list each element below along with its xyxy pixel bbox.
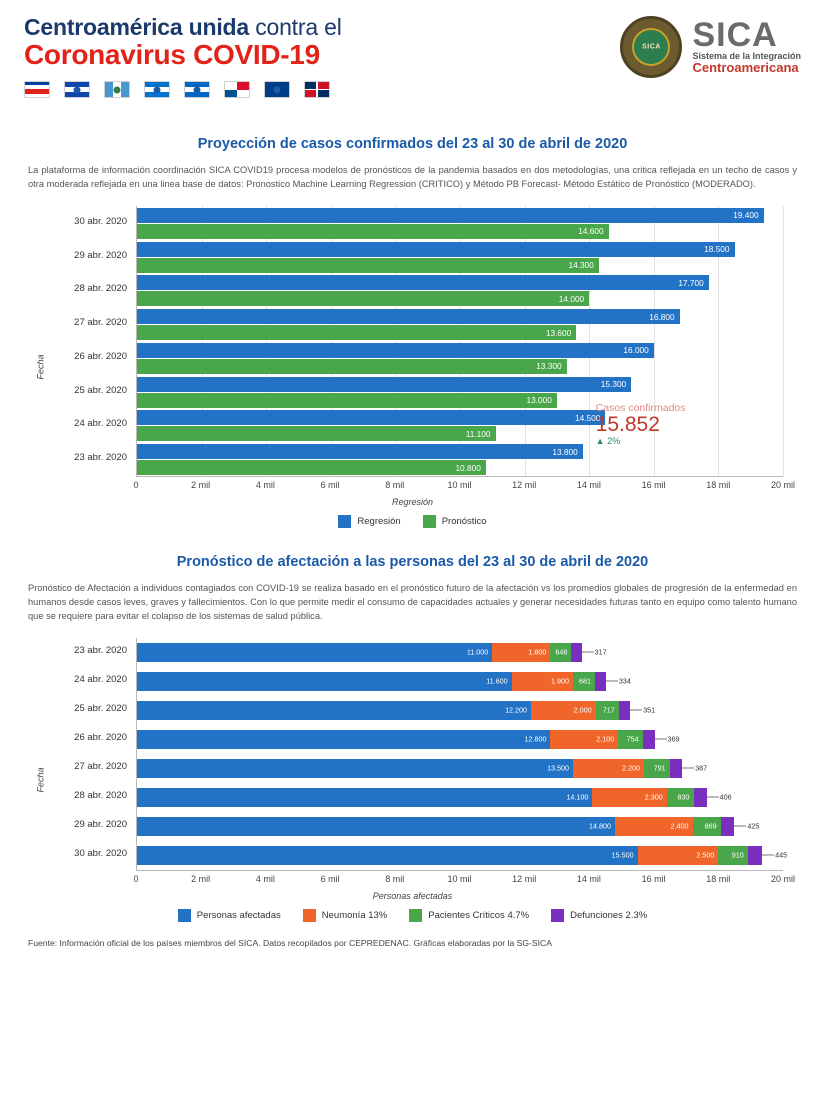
chart2-segment-value: 11.600 xyxy=(486,676,508,686)
legend-swatch xyxy=(338,515,351,528)
chart2-x-axis xyxy=(133,870,796,889)
chart2-leader-line xyxy=(762,855,774,856)
legend-label: Defunciones 2.3% xyxy=(570,909,648,921)
chart2-stack-segment xyxy=(596,701,619,720)
section1-title: Proyección de casos confirmados del 23 al 30 de abril de 2020 xyxy=(197,136,628,152)
sica-seal-icon xyxy=(620,16,682,78)
gridline xyxy=(783,206,784,476)
chart2-deaths-value: 425 xyxy=(747,821,760,831)
chart1-bar-value: 13.000 xyxy=(526,395,552,406)
chart1-bar-value: 10.800 xyxy=(455,462,481,473)
chart2-deaths-value: 334 xyxy=(618,676,631,686)
legend-item[interactable] xyxy=(178,909,281,922)
x-axis-tick: 8 mil xyxy=(385,873,405,884)
chart2-deaths-value: 317 xyxy=(594,647,607,657)
chart1-bar-value: 14.300 xyxy=(568,260,594,271)
chart1-bar-value: 19.400 xyxy=(733,210,759,221)
chart1-bar-value: 13.800 xyxy=(552,446,578,457)
legend-swatch xyxy=(178,909,191,922)
chart2-segment-value: 14.800 xyxy=(589,821,612,831)
member-flags xyxy=(24,81,801,98)
chart2-stack-segment xyxy=(137,788,592,807)
x-axis-tick: 6 mil xyxy=(320,873,340,884)
chart2-deaths-value: 406 xyxy=(719,792,732,802)
chart1-category-label: 29 abr. 2020 xyxy=(74,249,127,261)
chart2-category-label: 27 abr. 2020 xyxy=(74,761,127,773)
chart1-bar xyxy=(137,325,576,340)
chart2-stack-segment xyxy=(670,759,683,778)
sica-seal-text: SICA xyxy=(642,43,661,51)
chart-affected-persons xyxy=(24,638,801,922)
x-axis-tick: 20 mil xyxy=(770,479,796,490)
chart2-category-label: 23 abr. 2020 xyxy=(74,645,127,657)
x-axis-tick: 6 mil xyxy=(320,479,340,490)
x-axis-tick: 10 mil xyxy=(447,873,472,884)
flag-belize-icon xyxy=(264,81,290,98)
x-axis-tick: 16 mil xyxy=(641,479,666,490)
chart1-x-axis xyxy=(133,476,796,495)
section2-description: Pronóstico de Afectación a individuos contagiados con COVID-19 se realiza basado en el pronóstico futuro de la afectación vs los promedios globales de progresión de la enfermedad en humanos desde casos leves, graves y fallecimientos. Con lo que permite medir el consumo de capacidades actuales y generar necesidades futuras tanto en equipo como talento humano que se requiere para evitar el colapso de los sistemas de salud pública. xyxy=(28,582,797,621)
legend-swatch xyxy=(551,909,564,922)
brand-title-light: contra el xyxy=(249,14,342,40)
chart2-segment-value: 13.500 xyxy=(547,763,570,773)
chart1-bar xyxy=(137,359,567,374)
chart1-category-label: 30 abr. 2020 xyxy=(74,215,127,227)
chart2-category-label: 25 abr. 2020 xyxy=(74,703,127,715)
chart2-x-axis-title: Personas afectadas xyxy=(372,890,453,901)
chart2-legend xyxy=(24,909,801,922)
chart1-bar-value: 17.700 xyxy=(678,277,704,288)
chart1-bar xyxy=(137,444,583,459)
chart2-stack-segment xyxy=(573,672,595,691)
legend-item[interactable] xyxy=(423,515,487,528)
chart1-bar-value: 13.300 xyxy=(536,361,562,372)
x-axis-tick: 2 mil xyxy=(191,479,211,490)
chart2-segment-value: 869 xyxy=(704,821,717,831)
sica-wordmark: SICA xyxy=(692,16,778,55)
chart1-bar-value: 11.100 xyxy=(465,428,491,439)
x-axis-tick: 20 mil xyxy=(770,873,796,884)
chart2-stack-segment xyxy=(644,759,670,778)
legend-item[interactable] xyxy=(551,909,647,922)
chart2-leader-line xyxy=(682,768,694,769)
chart2-segment-value: 12.200 xyxy=(505,705,528,715)
section2-title: Pronóstico de afectación a las personas del 23 al 30 de abril de 2020 xyxy=(176,553,649,570)
chart2-leader-line xyxy=(630,710,642,711)
chart1-bar-value: 15.300 xyxy=(600,379,627,390)
chart2-deaths-value: 445 xyxy=(775,850,788,860)
chart1-bar-value: 14.500 xyxy=(574,412,601,423)
flag-el-salvador-icon xyxy=(64,81,90,98)
chart2-category-label: 29 abr. 2020 xyxy=(74,819,127,831)
chart1-bar xyxy=(137,343,654,358)
chart2-stack-segment xyxy=(748,846,762,865)
chart2-stack-segment xyxy=(643,730,655,749)
chart2-stack-segment xyxy=(592,788,666,807)
chart1-bar xyxy=(137,393,557,408)
chart2-category-label: 26 abr. 2020 xyxy=(74,732,127,744)
chart2-stack-segment xyxy=(492,643,550,662)
chart2-stack-segment xyxy=(693,817,721,836)
chart2-stack-segment xyxy=(550,730,618,749)
chart2-leader-line xyxy=(606,681,618,682)
chart2-segment-value: 2.000 xyxy=(573,705,592,715)
chart2-deaths-value: 387 xyxy=(695,763,708,773)
flag-republica-dominicana-icon xyxy=(304,81,330,98)
chart2-stack-segment xyxy=(571,643,581,662)
chart1-category-label: 26 abr. 2020 xyxy=(74,350,127,362)
legend-label: Pronóstico xyxy=(441,515,487,527)
sica-subtitle-2: Centroamericana xyxy=(692,60,799,76)
chart1-bar-value: 14.600 xyxy=(578,226,604,237)
chart2-segment-value: 12.800 xyxy=(524,734,547,744)
chart1-category-label: 24 abr. 2020 xyxy=(74,418,127,430)
annotation-delta: ▲ 2% xyxy=(595,435,621,446)
x-axis-tick: 8 mil xyxy=(385,479,405,490)
flag-honduras-icon xyxy=(144,81,170,98)
chart2-stack-segment xyxy=(137,846,638,865)
x-axis-tick: 0 xyxy=(133,479,139,490)
chart2-segment-value: 717 xyxy=(602,705,615,715)
annotation-title: Casos confirmados xyxy=(595,401,686,414)
chart2-segment-value: 11.000 xyxy=(466,647,489,657)
chart2-segment-value: 2.200 xyxy=(622,763,641,773)
chart2-deaths-value: 351 xyxy=(643,705,656,715)
chart2-segment-value: 910 xyxy=(731,850,744,860)
chart2-stack-segment xyxy=(595,672,606,691)
chart1-bar-value: 16.000 xyxy=(623,345,649,356)
x-axis-tick: 18 mil xyxy=(706,873,731,884)
chart1-x-axis-title: Regresión xyxy=(391,496,434,507)
chart2-segment-value: 1.800 xyxy=(528,647,547,657)
chart2-stack-segment xyxy=(137,817,615,836)
chart2-stack-segment xyxy=(137,730,550,749)
x-axis-tick: 4 mil xyxy=(255,479,275,490)
chart2-segment-value: 14.100 xyxy=(566,792,589,802)
chart2-stack-segment xyxy=(667,788,694,807)
chart1-bar xyxy=(137,224,609,239)
x-axis-tick: 4 mil xyxy=(255,873,275,884)
chart2-leader-line xyxy=(707,797,719,798)
chart1-bar xyxy=(137,275,709,290)
chart1-bar-value: 16.800 xyxy=(649,311,675,322)
flag-nicaragua-icon xyxy=(184,81,210,98)
chart2-leader-line xyxy=(582,652,594,653)
x-axis-tick: 16 mil xyxy=(641,873,666,884)
chart2-deaths-value: 369 xyxy=(667,734,680,744)
flag-panama-icon xyxy=(224,81,250,98)
chart2-stack-segment xyxy=(718,846,747,865)
chart2-stack-segment xyxy=(137,759,573,778)
chart1-bar xyxy=(137,291,589,306)
page-header xyxy=(0,0,825,118)
chart2-category-label: 24 abr. 2020 xyxy=(74,674,127,686)
chart1-bar-value: 13.600 xyxy=(545,327,572,338)
chart1-bar xyxy=(137,258,599,273)
chart2-leader-line xyxy=(734,826,746,827)
chart2-y-axis-title: Fecha xyxy=(35,767,46,793)
chart2-segment-value: 830 xyxy=(677,792,690,802)
chart2-stack-segment xyxy=(573,759,644,778)
chart1-bar xyxy=(137,377,631,392)
sica-subtitle-1: Sistema de la Integración xyxy=(692,51,801,62)
legend-swatch xyxy=(303,909,316,922)
chart1-category-label: 25 abr. 2020 xyxy=(74,384,127,396)
chart2-leader-line xyxy=(655,739,667,740)
chart1-bar xyxy=(137,208,764,223)
legend-label: Pacientes Críticos 4.7% xyxy=(428,909,530,921)
section1-description: La plataforma de información coordinación SICA COVID19 procesa modelos de pronósticos de la pandemia basados en dos metodologías, una critica reflejada en un techo de casos y otra moderada reflejada en una linea base de datos: Pronostico Machine Learning Regression (CRITICO) y Método PB Forecast- Método Estático de Pronóstico (MODERADO). xyxy=(28,165,797,189)
chart1-bar xyxy=(137,309,680,324)
chart2-stack-segment xyxy=(694,788,707,807)
chart1-bar-value: 18.500 xyxy=(704,244,730,255)
legend-item[interactable] xyxy=(338,515,400,528)
chart2-segment-value: 2.300 xyxy=(644,792,663,802)
chart2-stack-segment xyxy=(137,701,531,720)
chart1-bar xyxy=(137,460,486,475)
chart2-stack-segment xyxy=(721,817,735,836)
chart2-stack-segment xyxy=(531,701,596,720)
chart2-segment-value: 791 xyxy=(653,763,666,773)
chart1-y-axis-title: Fecha xyxy=(35,354,46,380)
chart2-stack-segment xyxy=(619,701,630,720)
brand-title-bold: Centroamérica unida xyxy=(24,14,249,40)
chart1-bar-value: 14.000 xyxy=(558,293,585,304)
chart2-category-label: 28 abr. 2020 xyxy=(74,790,127,802)
legend-label: Neumonía 13% xyxy=(321,909,388,921)
source-note: Fuente: Información oficial de los países miembros del SICA. Datos recopilados por CEPREDENAC. Gráficas elaboradas por la SG-SICA xyxy=(28,937,552,948)
x-axis-tick: 14 mil xyxy=(576,873,601,884)
chart2-stack-segment xyxy=(512,672,573,691)
brand-title-line2: Coronavirus COVID-19 xyxy=(24,39,320,70)
chart2-segment-value: 754 xyxy=(626,734,639,744)
chart2-plot-area xyxy=(74,638,788,870)
chart2-stack-segment xyxy=(550,643,571,662)
legend-label: Regresión xyxy=(357,515,401,527)
x-axis-tick: 12 mil xyxy=(512,873,537,884)
legend-item[interactable] xyxy=(303,909,387,922)
chart-confirmed-cases xyxy=(24,206,801,528)
x-axis-tick: 18 mil xyxy=(706,479,731,490)
chart2-stack-segment xyxy=(137,672,512,691)
sica-logo xyxy=(620,16,801,78)
chart2-stack-segment xyxy=(618,730,642,749)
chart1-bar xyxy=(137,426,496,441)
x-axis-tick: 10 mil xyxy=(447,479,472,490)
flag-costa-rica-icon xyxy=(24,81,50,98)
chart2-segment-value: 681 xyxy=(579,676,592,686)
legend-item[interactable] xyxy=(409,909,529,922)
confirmed-cases-annotation xyxy=(596,402,686,446)
legend-swatch xyxy=(409,909,422,922)
x-axis-tick: 2 mil xyxy=(191,873,211,884)
chart2-segment-value: 2.100 xyxy=(596,734,615,744)
x-axis-tick: 12 mil xyxy=(512,479,537,490)
chart2-category-label: 30 abr. 2020 xyxy=(74,848,127,860)
chart1-bar xyxy=(137,410,605,425)
chart1-bar xyxy=(137,242,735,257)
chart2-stack-segment xyxy=(638,846,719,865)
chart2-stack-segment xyxy=(615,817,693,836)
chart1-plot-area xyxy=(74,206,783,476)
chart2-segment-value: 2.400 xyxy=(670,821,689,831)
chart1-category-label: 23 abr. 2020 xyxy=(74,452,127,463)
legend-swatch xyxy=(423,515,436,528)
chart2-segment-value: 648 xyxy=(555,647,568,657)
flag-guatemala-icon xyxy=(104,81,130,98)
chart1-category-label: 27 abr. 2020 xyxy=(74,317,127,328)
chart2-segment-value: 2.500 xyxy=(696,850,715,860)
x-axis-tick: 0 xyxy=(133,873,139,884)
chart1-legend xyxy=(24,515,801,528)
legend-label: Personas afectadas xyxy=(196,909,281,921)
x-axis-tick: 14 mil xyxy=(576,479,601,490)
chart2-segment-value: 15.500 xyxy=(611,850,634,860)
annotation-value: 15.852 xyxy=(595,412,660,436)
chart2-segment-value: 1.900 xyxy=(551,676,570,686)
chart1-category-label: 28 abr. 2020 xyxy=(74,283,127,295)
chart2-stack-segment xyxy=(137,643,492,662)
